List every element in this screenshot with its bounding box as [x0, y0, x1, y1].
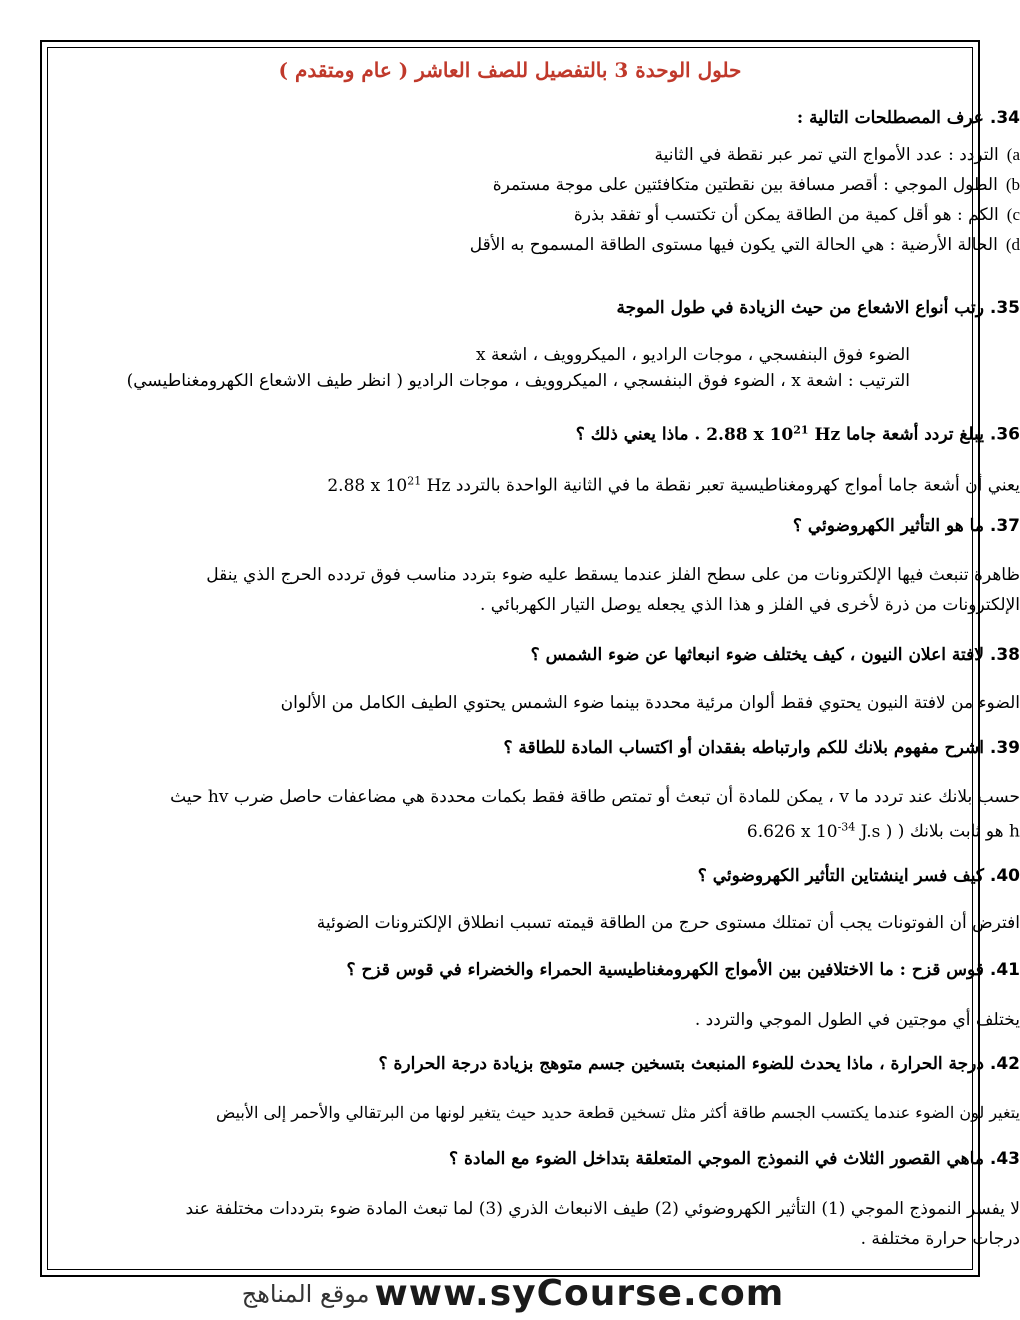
q42 [0, 1054, 1020, 1074]
q34-definitions [0, 140, 1020, 260]
definition-text: التردد : عدد الأمواج التي تمر عبر نقطة في الثانية [654, 145, 999, 165]
q36-text-pre: يبلغ تردد أشعة جاما [846, 424, 984, 445]
site-footer [0, 1273, 1020, 1314]
q37-number: 37. [989, 516, 1020, 536]
q40-answer-text: افترض أن الفوتونات يجب أن تمتلك مستوى حرج من الطاقة قيمته تسبب انطلاق الإلكترونات الضوئية [316, 913, 1020, 933]
definition-letter: b) [1005, 175, 1020, 194]
q35-text: رتب أنواع الاشعاع من حيث الزيادة في طول الموجة [616, 298, 984, 318]
planck-unit: J.s ) [860, 821, 893, 842]
q40 [0, 866, 1020, 886]
definition-item [0, 140, 1020, 170]
q38-answer-text: الضوء من لافتة النيون يحتوي فقط ألوان مرئية محددة بينما ضوء الشمس يحتوي الطيف الكامل من الألوان [280, 693, 1020, 713]
q43-answer [0, 1194, 1020, 1254]
q39-answer-line1: حسب بلانك عند تردد ما v ، يمكن للمادة أن تبعث أو تمتص طاقة فقط بكمات محددة هي مضاعفات حاصل ضرب hv حيث [170, 787, 1020, 807]
q35-question [0, 298, 1020, 318]
q41 [0, 960, 1020, 980]
q43-answer-line1: لا يفسر النموذج الموجي (1) التأثير الكهروضوئي (2) طيف الانبعاث الذري (3) لما تبعث المادة ضوء بترددات مختلفة عند [185, 1199, 1020, 1219]
q43 [0, 1149, 1020, 1169]
q34-question [0, 108, 1020, 128]
q42-number: 42. [989, 1054, 1020, 1074]
q34-text: عرف المصطلحات التالية : [796, 108, 984, 128]
q36-answer-value [327, 476, 450, 496]
q40-text: كيف فسر اينشتاين التأثير الكهروضوئي ؟ [697, 866, 984, 886]
q38-answer [0, 688, 1020, 718]
q34-number: 34. [989, 108, 1020, 128]
q36-text-post: . ماذا يعني ذلك ؟ [575, 424, 701, 445]
q36 [0, 423, 1020, 445]
planck-exp: -34 [837, 820, 856, 833]
q42-question [0, 1054, 1020, 1074]
q38 [0, 645, 1020, 665]
q37-answer-line2: الإلكترونات من ذرة لأخرى في الفلز و هذا الذي يجعله يوصل التيار الكهربائي . [480, 595, 1020, 615]
q41-number: 41. [989, 960, 1020, 980]
planck-base: 6.626 x 10 [746, 821, 838, 842]
q36-answer-base: 2.88 x 10 [327, 475, 408, 496]
q43-question [0, 1149, 1020, 1169]
q34 [0, 108, 1020, 260]
q43-answer-line2: درجات حرارة مختلفة . [860, 1229, 1020, 1249]
definition-text: الحالة الأرضية : هي الحالة التي يكون فيها مستوى الطاقة المسموح به الأقل [469, 235, 998, 255]
definition-item [0, 200, 1020, 230]
q36-number: 36. [989, 424, 1020, 445]
q39 [0, 738, 1020, 758]
q36-answer-unit: Hz [426, 475, 451, 496]
q40-number: 40. [989, 866, 1020, 886]
q43-number: 43. [989, 1149, 1020, 1169]
q36-answer [0, 466, 1020, 501]
q36-answer-exp: 21 [407, 474, 422, 487]
q36-answer-sentence: يعني أن أشعة جاما أمواج كهرومغناطيسية تعبر نقطة ما في الثانية الواحدة بالتردد [455, 475, 1020, 496]
definition-text: الكم : هو أقل كمية من الطاقة يمكن أن تكتسب أو تفقد بذرة [573, 205, 999, 225]
page-title: حلول الوحدة 3 بالتفصيل للصف العاشر ( عام ومتقدم ) [278, 58, 742, 82]
q35-answer-line2: الترتيب : اشعة x ، الضوء فوق البنفسجي ، الميكروويف ، موجات الراديو ( انظر طيف الاشعاع الكهرومغناطيسي) [126, 371, 910, 391]
site-url[interactable]: www.syCourse.com [374, 1273, 785, 1314]
q39-number: 39. [989, 738, 1020, 758]
q36-value [706, 425, 840, 445]
q39-answer [0, 782, 1020, 847]
q35-number: 35. [989, 298, 1020, 318]
q42-answer [0, 1098, 1020, 1128]
definition-text: الطول الموجي : أقصر مسافة بين نقطتين متكافئتين على موجة مستمرة [492, 175, 998, 195]
q37 [0, 516, 1020, 536]
q35-answer-line1: الضوء فوق البنفسجي ، موجات الراديو ، الميكروويف ، اشعة x [475, 345, 910, 365]
q41-answer-text: يختلف أي موجتين في الطول الموجي والتردد . [694, 1010, 1020, 1030]
q37-text: ما هو التأثير الكهروضوئي ؟ [792, 516, 984, 536]
definition-letter: d) [1005, 235, 1020, 254]
definition-item [0, 230, 1020, 260]
definition-item [0, 170, 1020, 200]
q39-answer-line2-pre: h هو ثابت بلانك ( [897, 821, 1020, 842]
q37-question [0, 516, 1020, 536]
q36-value-unit: Hz [814, 424, 841, 445]
q41-answer [0, 1005, 1020, 1035]
q36-value-exp: 21 [793, 423, 809, 436]
q40-question [0, 866, 1020, 886]
q38-text: لافتة اعلان النيون ، كيف يختلف ضوء انبعاثها عن ضوء الشمس ؟ [530, 645, 984, 665]
definition-letter: a) [1006, 145, 1020, 164]
definition-letter: c) [1006, 205, 1020, 224]
q38-number: 38. [989, 645, 1020, 665]
q36-answer-text [0, 466, 1020, 501]
q42-text: درجة الحرارة ، ماذا يحدث للضوء المنبعث بتسخين جسم متوهج بزيادة درجة الحرارة ؟ [378, 1054, 984, 1074]
q36-value-base: 2.88 x 10 [706, 424, 794, 445]
q39-text: اشرح مفهوم بلانك للكم وارتباطه بفقدان أو اكتساب المادة للطاقة ؟ [503, 738, 984, 758]
q39-question [0, 738, 1020, 758]
q37-answer [0, 560, 1020, 620]
q41-text: قوس قزح : ما الاختلافين بين الأمواج الكهرومغناطيسية الحمراء والخضراء في قوس قزح ؟ [346, 960, 984, 980]
planck-constant [747, 822, 893, 842]
q35 [0, 298, 1020, 318]
q42-answer-text: يتغير لون الضوء عندما يكتسب الجسم طاقة أكثر مثل تسخين قطعة حديد حيث يتغير لونها من البرتقالي والأحمر إلى الأبيض [215, 1103, 1020, 1122]
q40-answer [0, 908, 1020, 938]
q35-answer [0, 340, 910, 396]
q41-question [0, 960, 1020, 980]
q43-text: ماهي القصور الثلاث في النموذج الموجي المتعلقة بتداخل الضوء مع المادة ؟ [449, 1149, 984, 1169]
site-name-arabic: موقع المناهج [241, 1279, 370, 1308]
q36-question [0, 423, 1020, 445]
q39-answer-line2 [0, 812, 1020, 847]
q37-answer-line1: ظاهرة تنبعث فيها الإلكترونات من على سطح الفلز عندما يسقط عليه ضوء بتردد مناسب فوق تردده الحرج الذي ينقل [206, 565, 1020, 585]
q38-question [0, 645, 1020, 665]
